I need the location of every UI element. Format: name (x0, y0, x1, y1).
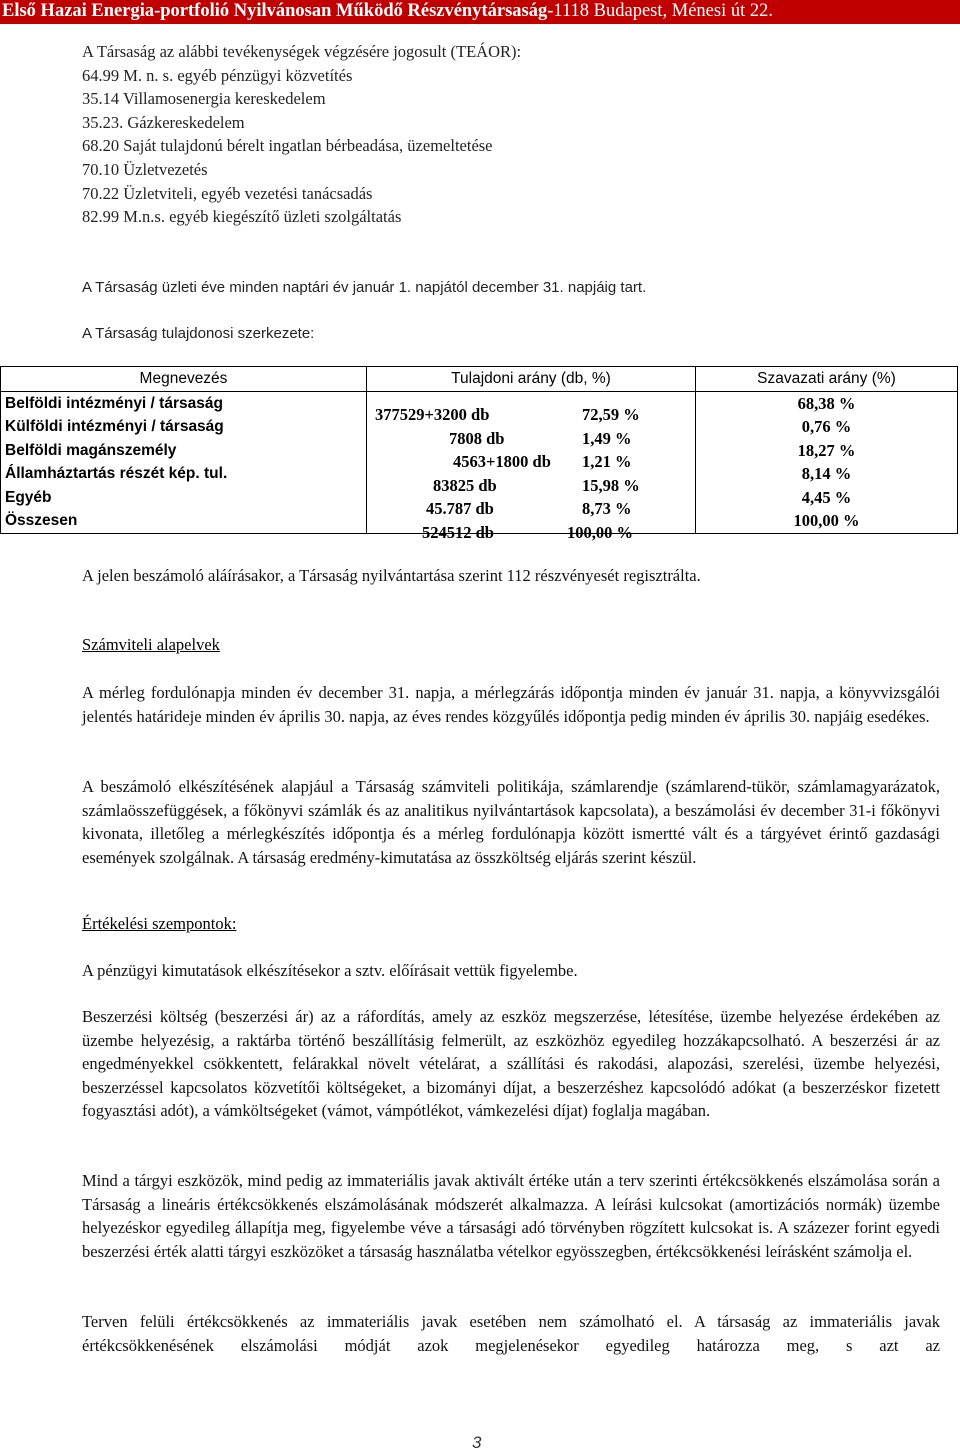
share-count: 7808 db (449, 428, 505, 448)
voting-percent: 0,76 % (696, 415, 958, 439)
activity-item: 64.99 M. n. s. egyéb pénzügyi közvetítés (82, 65, 353, 85)
share-count: 524512 db (422, 522, 494, 542)
column-header-name: Megnevezés (1, 367, 367, 392)
ownership-cell (367, 509, 696, 542)
voting-percent: 4,45 % (696, 486, 958, 510)
share-count: 377529+3200 db (375, 405, 490, 425)
table-row (1, 391, 958, 415)
column-header-voting: Szavazati arány (%) (696, 367, 958, 392)
activity-item: 70.22 Üzletviteli, egyéb vezetési tanácsadás (82, 183, 373, 203)
table-row (1, 486, 958, 510)
activity-item: 35.23. Gázkereskedelem (82, 112, 245, 132)
section-valuation-heading: Értékelési szempontok: (82, 914, 237, 933)
section-accounting-heading: Számviteli alapelvek (82, 635, 220, 654)
owner-name: Egyéb (1, 486, 367, 510)
share-count: 83825 db (433, 475, 497, 495)
table-row (1, 462, 958, 486)
voting-percent: 68,38 % (696, 391, 958, 415)
ownership-cell (367, 391, 696, 425)
owner-name: Külföldi intézményi / társaság (1, 415, 367, 439)
voting-percent: 8,14 % (696, 462, 958, 486)
owner-name: Összesen (1, 509, 367, 533)
owner-name: Államháztartás részét kép. tul. (1, 462, 367, 486)
table-row (1, 415, 958, 439)
share-percent: 100,00 % (567, 522, 633, 542)
voting-percent: 100,00 % (696, 509, 958, 533)
header-company: Első Hazai Energia-portfolió Nyilvánosan Működő Részvénytársaság- (2, 1, 554, 21)
share-percent: 15,98 % (582, 475, 640, 495)
share-percent: 72,59 % (582, 405, 640, 425)
share-count: 4563+1800 db (453, 452, 551, 472)
ownership-cell (367, 462, 696, 495)
column-header-ownership: Tulajdoni arány (db, %) (367, 367, 696, 392)
ownership-cell (367, 439, 696, 472)
activities-section (82, 40, 940, 229)
para-depreciation: Mind a tárgyi eszközök, mind pedig az immateriális javak aktivált értéke után a terv szerinti értékcsökkenés elszámolása során a Társaság a lineáris értékcsökkenés elszámolásának módszerét alkalmazza. A leírási kulcsokat (amortizációs normák) üzembe helyezéskor egyedileg állapítja meg, figyelembe véve a társasági adó törvényben rögzített kulcsokat is. A százezer forint egyedi beszerzési érték alatti tárgyi eszközöket a társaság használatba vételkor egyösszegben, értékcsökkenési leírásként számolja el. (82, 1171, 940, 1261)
fiscal-year-text: A Társaság üzleti éve minden naptári év január 1. napjától december 31. napjáig tart. (82, 279, 647, 296)
para-extra: Terven felüli értékcsökkenés az immateriális javak esetében nem számolható el. A társaság az immateriális javak értékcsökkenésének elszámolási módját azok megjelenésekor egyedileg határozza meg, s azt az (82, 1312, 940, 1355)
activities-intro: A Társaság az alábbi tevékenységek végzésére jogosult (TEÁOR): (82, 42, 522, 61)
ownership-table-header (1, 367, 958, 392)
ownership-intro: A Társaság tulajdonosi szerkezete: (82, 325, 315, 342)
header-address: 1118 Budapest, Ménesi út 22. (553, 1, 773, 21)
share-percent: 8,73 % (582, 499, 632, 519)
page-number: 3 (472, 1433, 482, 1452)
table-row (1, 439, 958, 463)
ownership-table (0, 366, 958, 542)
share-percent: 1,21 % (582, 452, 632, 472)
para-sztv: A pénzügyi kimutatások elkészítésekor a sztv. előírásait vettük figyelembe. (82, 961, 578, 980)
share-count: 45.787 db (426, 499, 494, 519)
shareholders-note: A jelen beszámoló aláírásakor, a Társaság nyilvántartása szerint 112 részvényesét regisztrálta. (82, 566, 701, 585)
para-cost: Beszerzési költség (beszerzési ár) az a ráfordítás, amely az eszköz megszerzése, létesítése, üzembe helyezése érdekében az üzembe helyezésig, a raktárba történő beszállításig felmerült, az eszközhöz egyedileg hozzákapcsolható. A beszerzési ár az engedményekkel csökkentett, felárakkal növelt vételárat, a szállítási és rakodási, alapozási, szerelési, üzembe helyezési, beszerzéssel kapcsolatos közvetítői költségeket, a bizományi díjat, a beszerzéshez kapcsolódó adókat (a beszerzéskor fizetett fogyasztási adót), a vámköltségeket (vámot, vámpótlékot, vámkezelési díjat) foglalja magában. (82, 1007, 940, 1121)
activity-item: 70.10 Üzletvezetés (82, 159, 208, 179)
activity-item: 35.14 Villamosenergia kereskedelem (82, 89, 326, 109)
para-balance-date: A mérleg fordulónapja minden év december 31. napja, a mérlegzárás időpontja minden év január 31. napja, a könyvvizsgálói jelentés határideje minden év április 30. napja, az éves rendes közgyűlés időpontja pedig minden év április 30. napjáig esedékes. (82, 683, 940, 726)
owner-name: Belföldi magánszemély (1, 439, 367, 463)
share-percent: 1,49 % (582, 428, 632, 448)
document-header (0, 0, 960, 24)
ownership-cell (367, 415, 696, 448)
ownership-cell (367, 486, 696, 519)
activity-item: 68.20 Saját tulajdonú bérelt ingatlan bérbeadása, üzemeltetése (82, 136, 493, 156)
voting-percent: 18,27 % (696, 439, 958, 463)
owner-name: Belföldi intézményi / társaság (1, 391, 367, 415)
activity-item: 82.99 M.n.s. egyéb kiegészítő üzleti szolgáltatás (82, 207, 402, 227)
para-basis: A beszámoló elkészítésének alapjául a Társaság számviteli politikája, számlarendje (számlarend-tükör, számlamagyarázatok, számlaösszefüggések, a főkönyvi számlák és az analitikus nyilvántartások kapcsolata), a beszámolási év december 31-i főkönyvi kivonata, illetőleg a mérlegkészítés időpontja és a mérleg fordulónapja között ismertté vált és a tárgyévet érintő gazdasági események szolgálnak. A társaság eredmény-kimutatása az összköltség eljárás szerint készül. (82, 777, 940, 867)
table-row (1, 509, 958, 533)
